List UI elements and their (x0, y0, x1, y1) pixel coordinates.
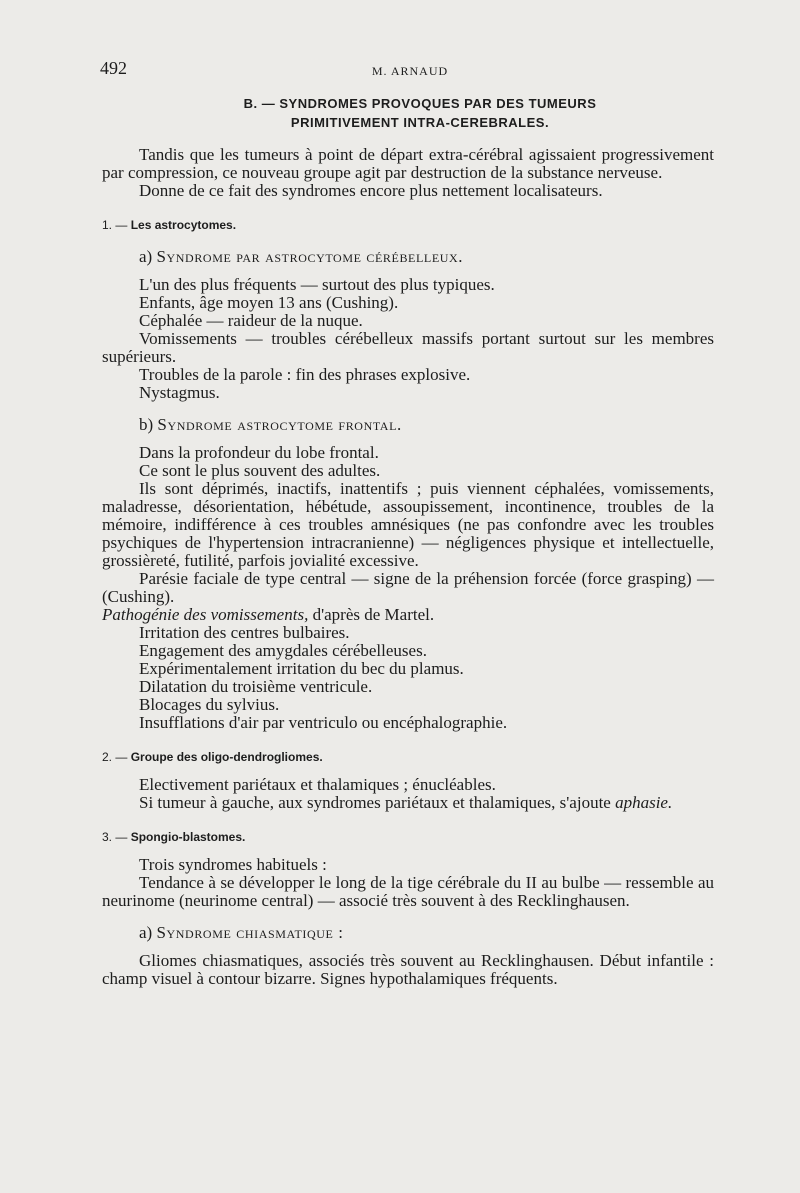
paragraph-pathogenie (102, 606, 714, 624)
subheading-chiasmatique (102, 924, 714, 942)
cerebelleux-list (102, 276, 714, 330)
list-item: Trois syndromes habituels : (139, 855, 327, 874)
paragraph-deprimes: Ils sont déprimés, inactifs, inattentifs ; puis viennent céphalées, vomissements, maladresse, désorientation, hébétude, assoupissement, incontinence, troubles de la mémoire, indifférence à ces troubles amnésiques (ne pas confondre avec les troubles psychiques de l'hypertension intracranienne) — négligences physique et intellectuelle, grossièreté, futilité, parfois jovialité excessive. (102, 479, 714, 570)
heading-title: Les astrocytomes. (130, 218, 237, 232)
list-item: Irritation des centres bulbaires. (139, 623, 350, 642)
paragraph-gliomes: Gliomes chiasmatiques, associés très souvent au Recklinghausen. Début infantile : champ visuel à contour bizarre. Signes hypothalamiques fréquents. (102, 951, 714, 988)
intro-paragraph-2: Donne de ce fait des syndromes encore plus nettement localisateurs. (139, 181, 603, 200)
paragraph-vomissements: Vomissements — troubles cérébelleux massifs portant surtout sur les membres supérieurs. (102, 329, 714, 366)
list-item: Insufflations d'air par ventriculo ou encéphalographie. (139, 713, 508, 732)
list-item: L'un des plus fréquents — surtout des plus typiques. (139, 275, 495, 294)
page-number: 492 (100, 58, 127, 78)
heading-oligo-dendrogliomes (102, 748, 714, 766)
subheading-title: Syndrome chiasmatique : (156, 923, 344, 942)
list-item: Enfants, âge moyen 13 ans (Cushing). (139, 293, 399, 312)
page-header (100, 58, 720, 82)
heading-spongio-blastomes (102, 828, 714, 846)
list-item: Blocages du sylvius. (139, 695, 280, 714)
list-item: Céphalée — raideur de la nuque. (139, 311, 363, 330)
list-item: Engagement des amygdales cérébelleuses. (139, 641, 427, 660)
subheading-astrocytome-cerebelleux (102, 248, 714, 266)
pathogenie-list (102, 624, 714, 732)
subheading-label: b) (139, 415, 154, 434)
frontal-list (102, 444, 714, 480)
aphasie-term: aphasie. (615, 793, 673, 812)
page-body (102, 146, 714, 988)
heading-number: 1. — (102, 218, 128, 232)
paragraph-tendance: Tendance à se développer le long de la tige cérébrale du II au bulbe — ressemble au neurinome (neurinome central) — associé très souvent à des Recklinghausen. (102, 873, 714, 910)
list-item: Nystagmus. (139, 383, 220, 402)
list-item: Troubles de la parole : fin des phrases explosive. (139, 365, 471, 384)
heading-astrocytomes (102, 216, 714, 234)
oligo-list (102, 776, 714, 794)
section-title-line-1: B. — SYNDROMES PROVOQUES PAR DES TUMEURS (243, 96, 597, 111)
spongio-list (102, 856, 714, 874)
subheading-title: Syndrome par astrocytome cérébelleux. (156, 247, 464, 266)
pathogenie-label: Pathogénie des vomissements, (102, 605, 309, 624)
paragraph-paresie: Parésie faciale de type central — signe de la préhension forcée (force grasping) — (Cushing). (102, 569, 714, 606)
heading-title: Spongio-blastomes. (130, 830, 246, 844)
subheading-label: a) (139, 247, 153, 266)
heading-title: Groupe des oligo-dendrogliomes. (130, 750, 323, 764)
subheading-title: Syndrome astrocytome frontal. (157, 415, 402, 434)
section-title (120, 94, 720, 132)
running-head: M. ARNAUD (371, 64, 449, 78)
intro-paragraph-1: Tandis que les tumeurs à point de départ extra-cérébral agissaient progressivement par compression, ce nouveau groupe agit par destruction de la substance nerveuse. (102, 145, 714, 182)
list-item: Electivement pariétaux et thalamiques ; énucléables. (139, 775, 496, 794)
cerebelleux-list-2 (102, 366, 714, 402)
list-item: Dans la profondeur du lobe frontal. (139, 443, 379, 462)
list-item: Ce sont le plus souvent des adultes. (139, 461, 381, 480)
tumeur-text: Si tumeur à gauche, aux syndromes pariétaux et thalamiques, s'ajoute (139, 793, 616, 812)
subheading-astrocytome-frontal (102, 416, 714, 434)
list-item: Dilatation du troisième ventricule. (139, 677, 373, 696)
paragraph-tumeur-gauche (102, 794, 714, 812)
pathogenie-rest: d'après de Martel. (308, 605, 435, 624)
list-item: Expérimentalement irritation du bec du plamus. (139, 659, 464, 678)
heading-number: 3. — (102, 830, 128, 844)
section-title-line-2: PRIMITIVEMENT INTRA-CEREBRALES. (290, 115, 550, 130)
subheading-label: a) (139, 923, 153, 942)
heading-number: 2. — (102, 750, 128, 764)
